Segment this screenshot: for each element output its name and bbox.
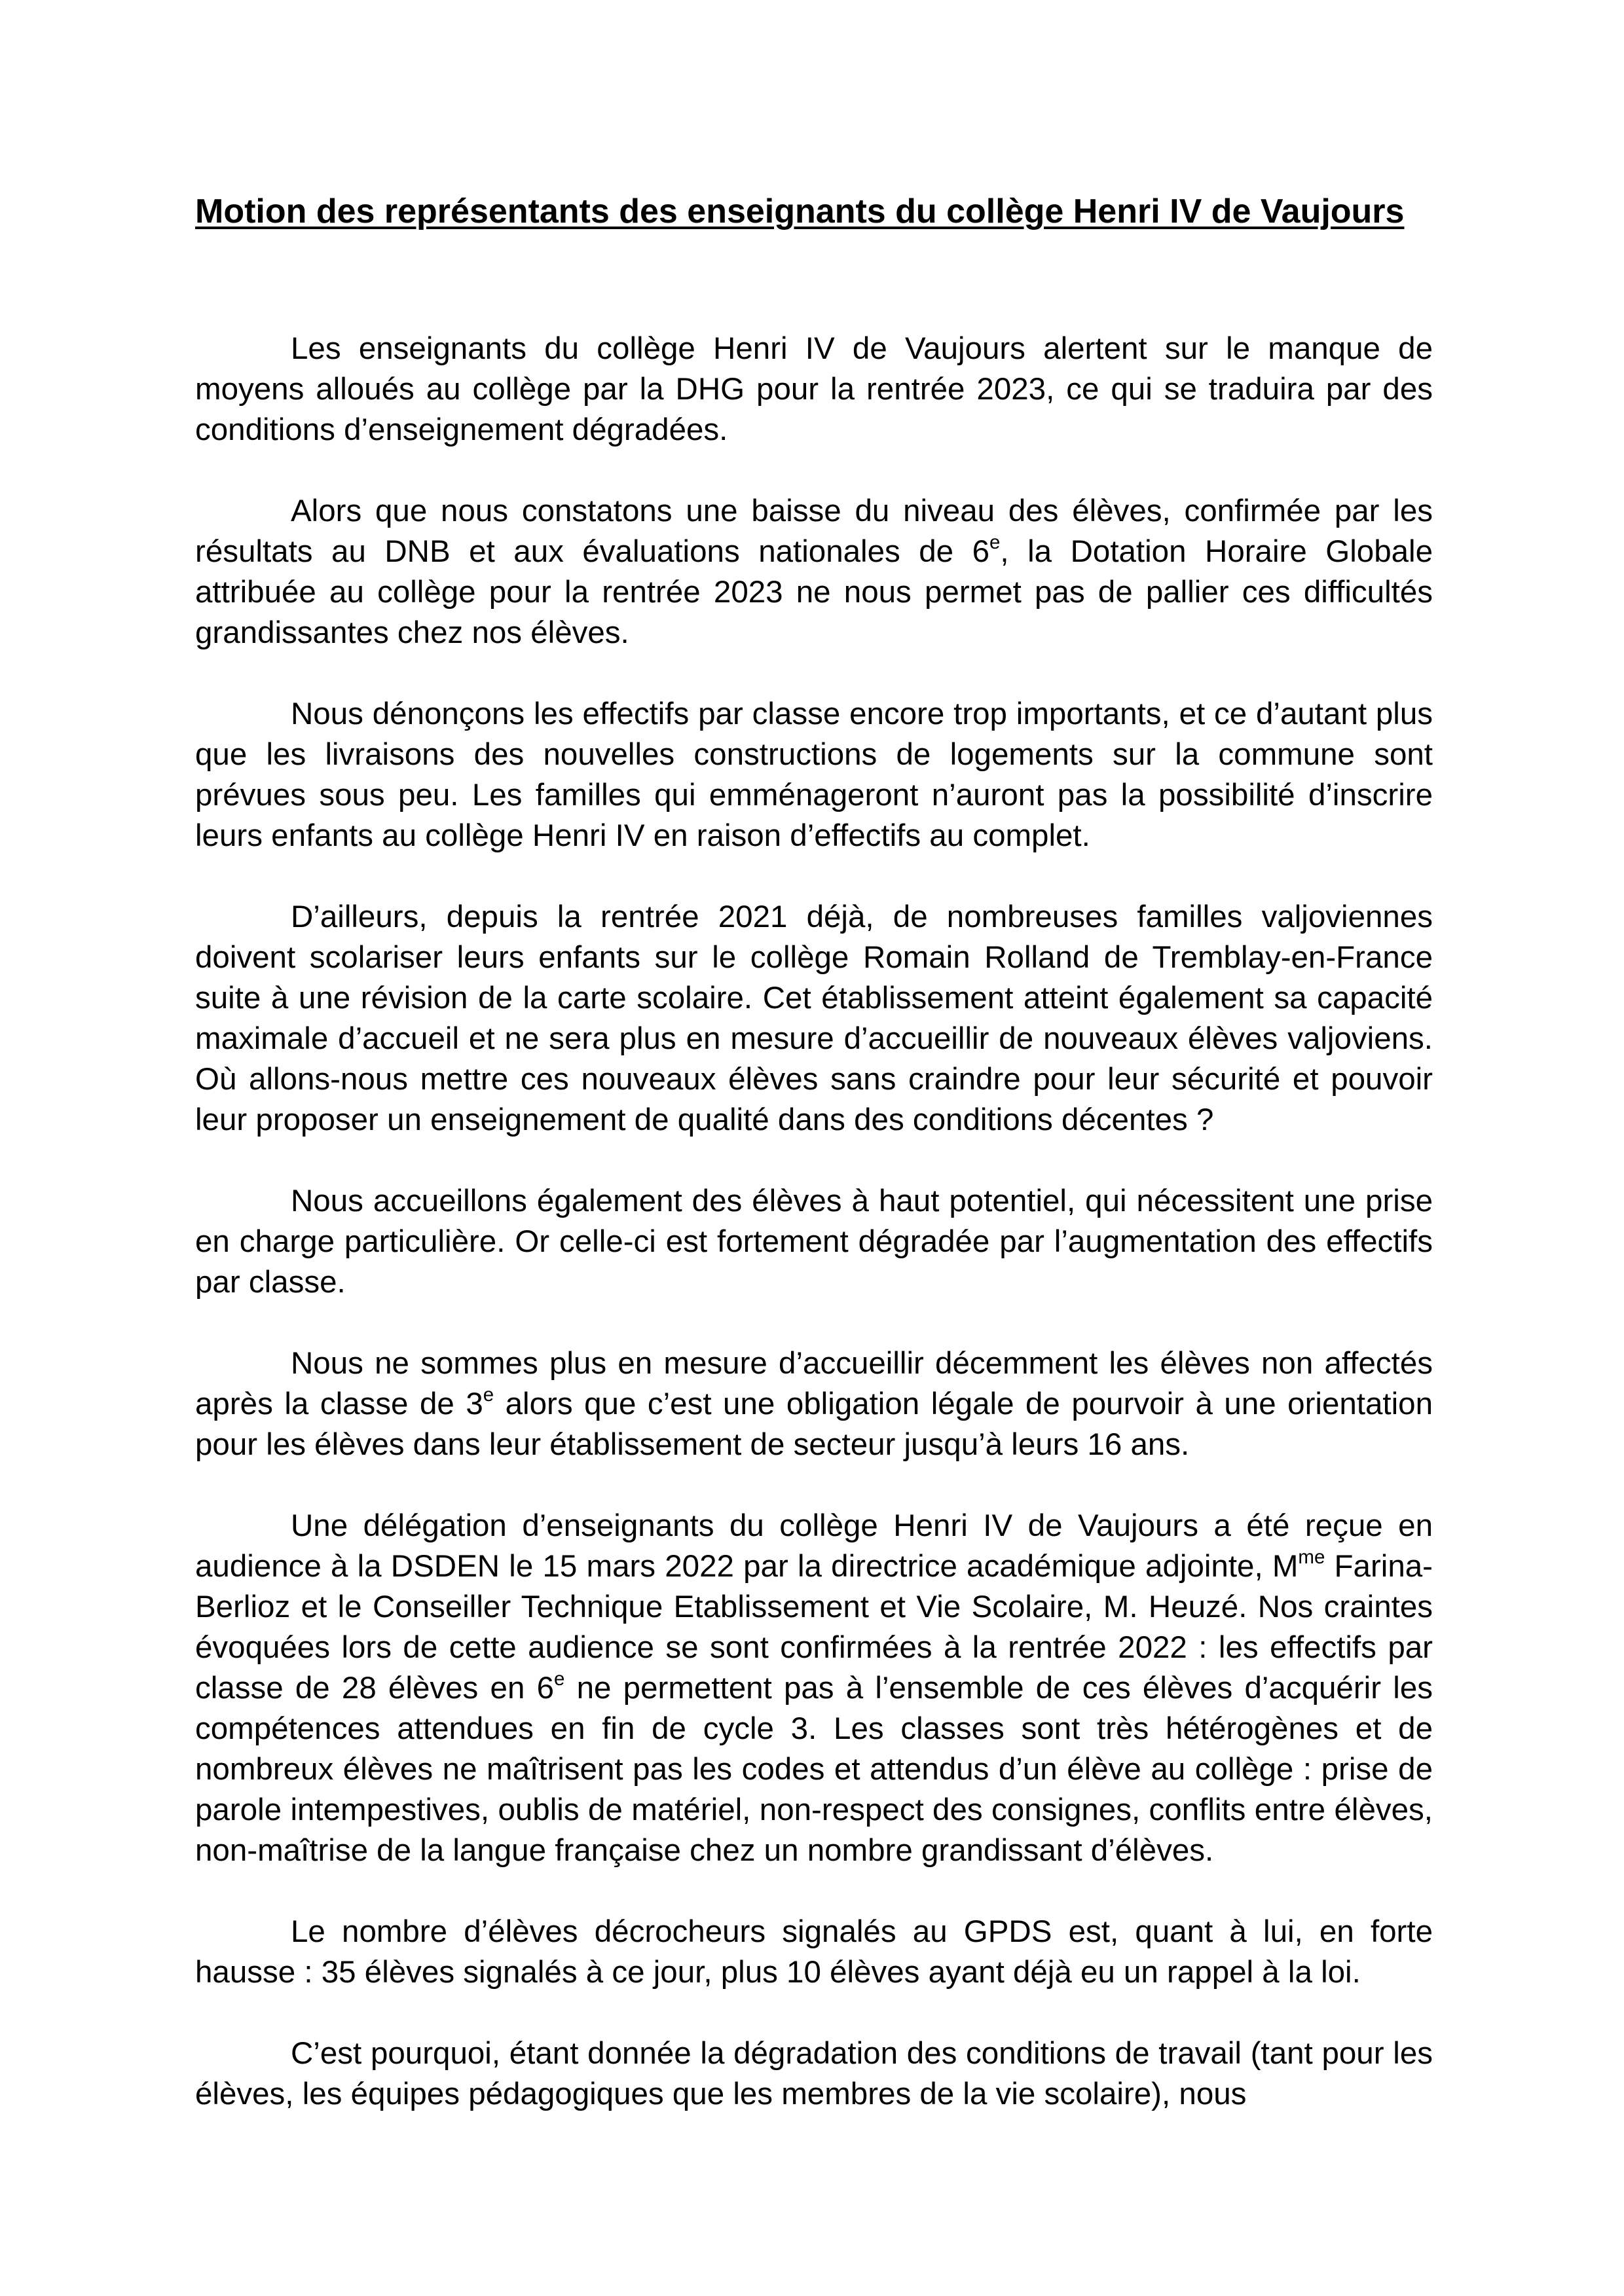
paragraph-2	[195, 491, 1433, 653]
paragraph-6	[195, 1343, 1433, 1465]
paragraph-text: , la Dotation Horaire Globale attribuée au collège pour la rentrée 2023 ne nous permet pas de pallier ces difficultés grandissantes chez nos élèves.	[195, 534, 1433, 650]
paragraph-3	[195, 694, 1433, 856]
paragraph-text: Alors que nous constatons une baisse du niveau des élèves, confirmée par les résultats au DNB et aux évaluations nationales de 6	[195, 494, 1433, 569]
paragraph-text: Nous ne sommes plus en mesure d’accueillir décemment les élèves non affectés après la classe de 3	[195, 1346, 1433, 1421]
paragraph-9	[195, 2033, 1433, 2115]
paragraph-text: alors que c’est une obligation légale de pourvoir à une orientation pour les élèves dans leur établissement de secteur jusqu’à leurs 16 ans.	[195, 1387, 1433, 1462]
superscript: e	[989, 532, 1001, 554]
paragraph-text: Nous accueillons également des élèves à haut potentiel, qui nécessitent une prise en charge particulière. Or celle-ci est fortement dégradée par l’augmentation des effectifs par classe.	[195, 1184, 1433, 1300]
document-title: Motion des représentants des enseignants du collège Henri IV de Vaujours	[195, 192, 1405, 230]
paragraph-text: Nous dénonçons les effectifs par classe encore trop importants, et ce d’autant plus que les livraisons des nouvelles constructions de logements sur la commune sont prévues sous peu. Les familles qui emménageront n’auront pas la possibilité d’inscrire leurs enfants au collège Henri IV en raison d’effectifs au complet.	[195, 697, 1433, 853]
paragraph-5	[195, 1181, 1433, 1303]
paragraph-text: Les enseignants du collège Henri IV de Vaujours alertent sur le manque de moyens alloués au collège par la DHG pour la rentrée 2023, ce qui se traduira par des conditions d’enseignement dégradées.	[195, 331, 1433, 447]
paragraph-text: Le nombre d’élèves décrocheurs signalés au GPDS est, quant à lui, en forte hausse : 35 élèves signalés à ce jour, plus 10 élèves ayant déjà eu un rappel à la loi.	[195, 1914, 1433, 1990]
paragraph-1	[195, 329, 1433, 450]
paragraph-text: Une délégation d’enseignants du collège Henri IV de Vaujours a été reçue en audience à la DSDEN le 15 mars 2022 par la directrice académique adjointe, M	[195, 1508, 1433, 1584]
paragraph-text: Farina-Berlioz et le Conseiller Technique Etablissement et Vie Scolaire, M. Heuzé. Nos craintes évoquées lors de cette audience se sont confirmées à la rentrée 2022 : les effectifs par classe de 28 élèves en 6	[195, 1549, 1433, 1705]
paragraph-text: C’est pourquoi, étant donnée la dégradation des conditions de travail (tant pour les élèves, les équipes pédagogiques que les membres de la vie scolaire), nous	[195, 2036, 1433, 2111]
superscript: e	[554, 1668, 565, 1690]
document-page	[195, 190, 1433, 2155]
paragraph-text: D’ailleurs, depuis la rentrée 2021 déjà, de nombreuses familles valjoviennes doivent scolariser leurs enfants sur le collège Romain Rolland de Tremblay-en-France suite à une révision de la carte scolaire. Cet établissement atteint également sa capacité maximale d’accueil et ne sera plus en mesure d’accueillir de nouveaux élèves valjoviens. Où allons-nous mettre ces nouveaux élèves sans craindre pour leur sécurité et pouvoir leur proposer un enseignement de qualité dans des conditions décentes ?	[195, 900, 1433, 1137]
paragraph-text: ne permettent pas à l’ensemble de ces élèves d’acquérir les compétences attendues en fin de cycle 3. Les classes sont très hétérogènes et de nombreux élèves ne maîtrisent pas les codes et attendus d’un élève au collège : prise de parole intempestives, oublis de matériel, non-respect des consignes, conflits entre élèves, non-maîtrise de la langue française chez un nombre grandissant d’élèves.	[195, 1671, 1433, 1868]
paragraph-8	[195, 1912, 1433, 1993]
paragraph-7	[195, 1506, 1433, 1871]
superscript: me	[1298, 1546, 1325, 1569]
superscript: e	[483, 1384, 494, 1406]
paragraph-4	[195, 897, 1433, 1140]
